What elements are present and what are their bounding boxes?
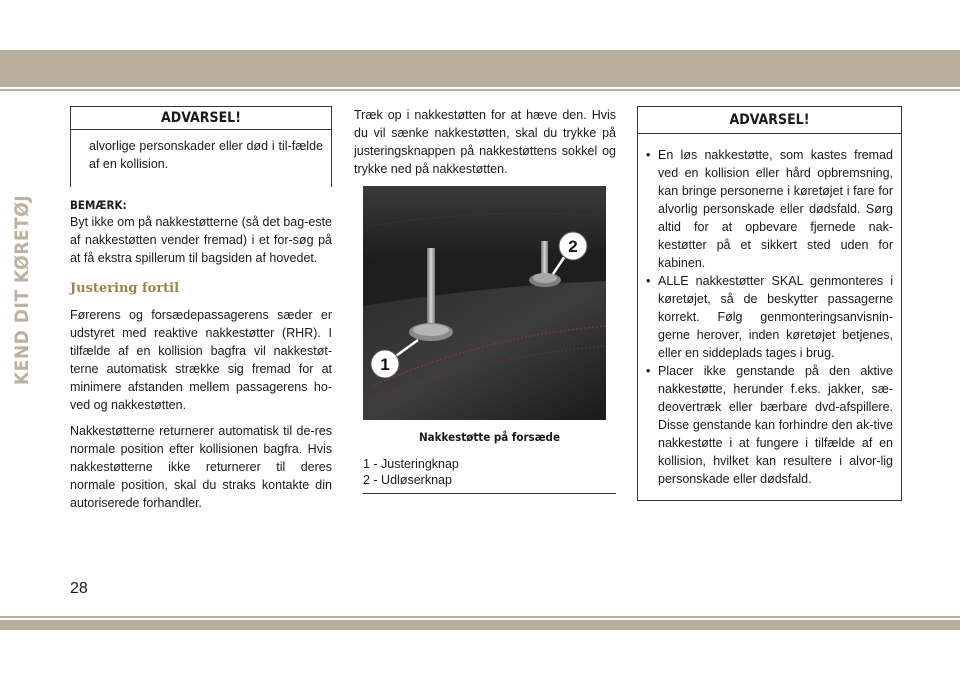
intro-paragraph: Træk op i nakkestøtten for at hæve den. Hvis du vil sænke nakkestøtten, skal du trykke på justeringsknappen på nakkestøttens sokkel og trykke ned på nakkestøtten. <box>354 108 616 176</box>
column-left <box>70 106 332 512</box>
warning-body <box>71 130 331 187</box>
note-text: Byt ikke om på nakkestøtterne (så det bag-este af nakkestøtten vender fremad) i et for-søg på at få ekstra spillerum til bagsiden af hovedet. <box>70 215 332 265</box>
callout-2: 2 <box>568 237 578 256</box>
paragraph: Førerens og forsædepassagerens sæder er udstyret med reaktive nakkestøtter (RHR). I tilfælde af en kollision bagfra vil nakkestøt-terne automatisk strække sig fremad for at minimere afstanden mellem passagerens ho-ved og nakkestøtten. <box>70 308 332 412</box>
note-heading: BEMÆRK: <box>70 198 127 212</box>
warning-list <box>638 134 901 500</box>
warning-box-continued <box>70 106 332 187</box>
warning-bullet: • En løs nakkestøtte, som kastes fremad ved en kollision eller hård opbremsning, kan bringe personerne i køretøjet i fare for alvorlig personskade eller dødsfald. Sørg altid for at opbevare fjernede nak-kestøtter på et sikkert sted uden for kabinen. <box>646 146 893 272</box>
column-right <box>637 106 902 501</box>
top-band-line <box>0 89 960 91</box>
page-number: 28 <box>70 580 88 597</box>
top-band <box>0 50 960 87</box>
headrest-illustration <box>363 186 606 420</box>
column-middle <box>354 106 616 494</box>
section-heading: Justering fortil <box>70 281 180 296</box>
figure-caption-title: Nakkestøtte på forsæde <box>419 430 560 444</box>
side-section-title-text: KEND DIT KØRETØJ <box>11 194 33 386</box>
warning-box <box>637 106 902 501</box>
callout-1: 1 <box>380 355 390 374</box>
legend-item: 2 - Udløserknap <box>363 473 452 487</box>
warning-bullet: • Placer ikke genstande på den aktive nakkestøtte, herunder f.eks. jakker, sæ-deovertræk eller bærbare dvd-afspillere. Disse genstande kan forhindre den ak-tive nakkestøtte i at fungere i tilfælde af en kollision, hvilket kan resultere i alvor-lig personskade eller dødsfald. <box>646 362 893 488</box>
bottom-band <box>0 620 960 630</box>
bottom-band-line <box>0 616 960 618</box>
warning-text: alvorlige personskader eller død i til-fælde af en kollision. <box>89 139 323 171</box>
paragraph: Nakkestøtterne returnerer automatisk til de-res normale position efter kollisionen bagfra. Hvis nakkestøtterne ikke returnerer til deres normale position, skal du straks kontakte din autoriserede forhandler. <box>70 424 332 510</box>
headrest-photo <box>363 186 606 420</box>
warning-title: ADVARSEL! <box>71 107 331 130</box>
warning-bullet: • ALLE nakkestøtter SKAL genmonteres i køretøjet, så de beskytter passagerne korrekt. Følg genmonteringsanvisnin-gerne herover, inden køretøjet betjenes, eller en siddeplads tages i brug. <box>646 272 893 362</box>
legend-item: 1 - Justeringknap <box>363 457 459 471</box>
figure-legend <box>363 456 616 494</box>
warning-title: ADVARSEL! <box>638 107 901 134</box>
